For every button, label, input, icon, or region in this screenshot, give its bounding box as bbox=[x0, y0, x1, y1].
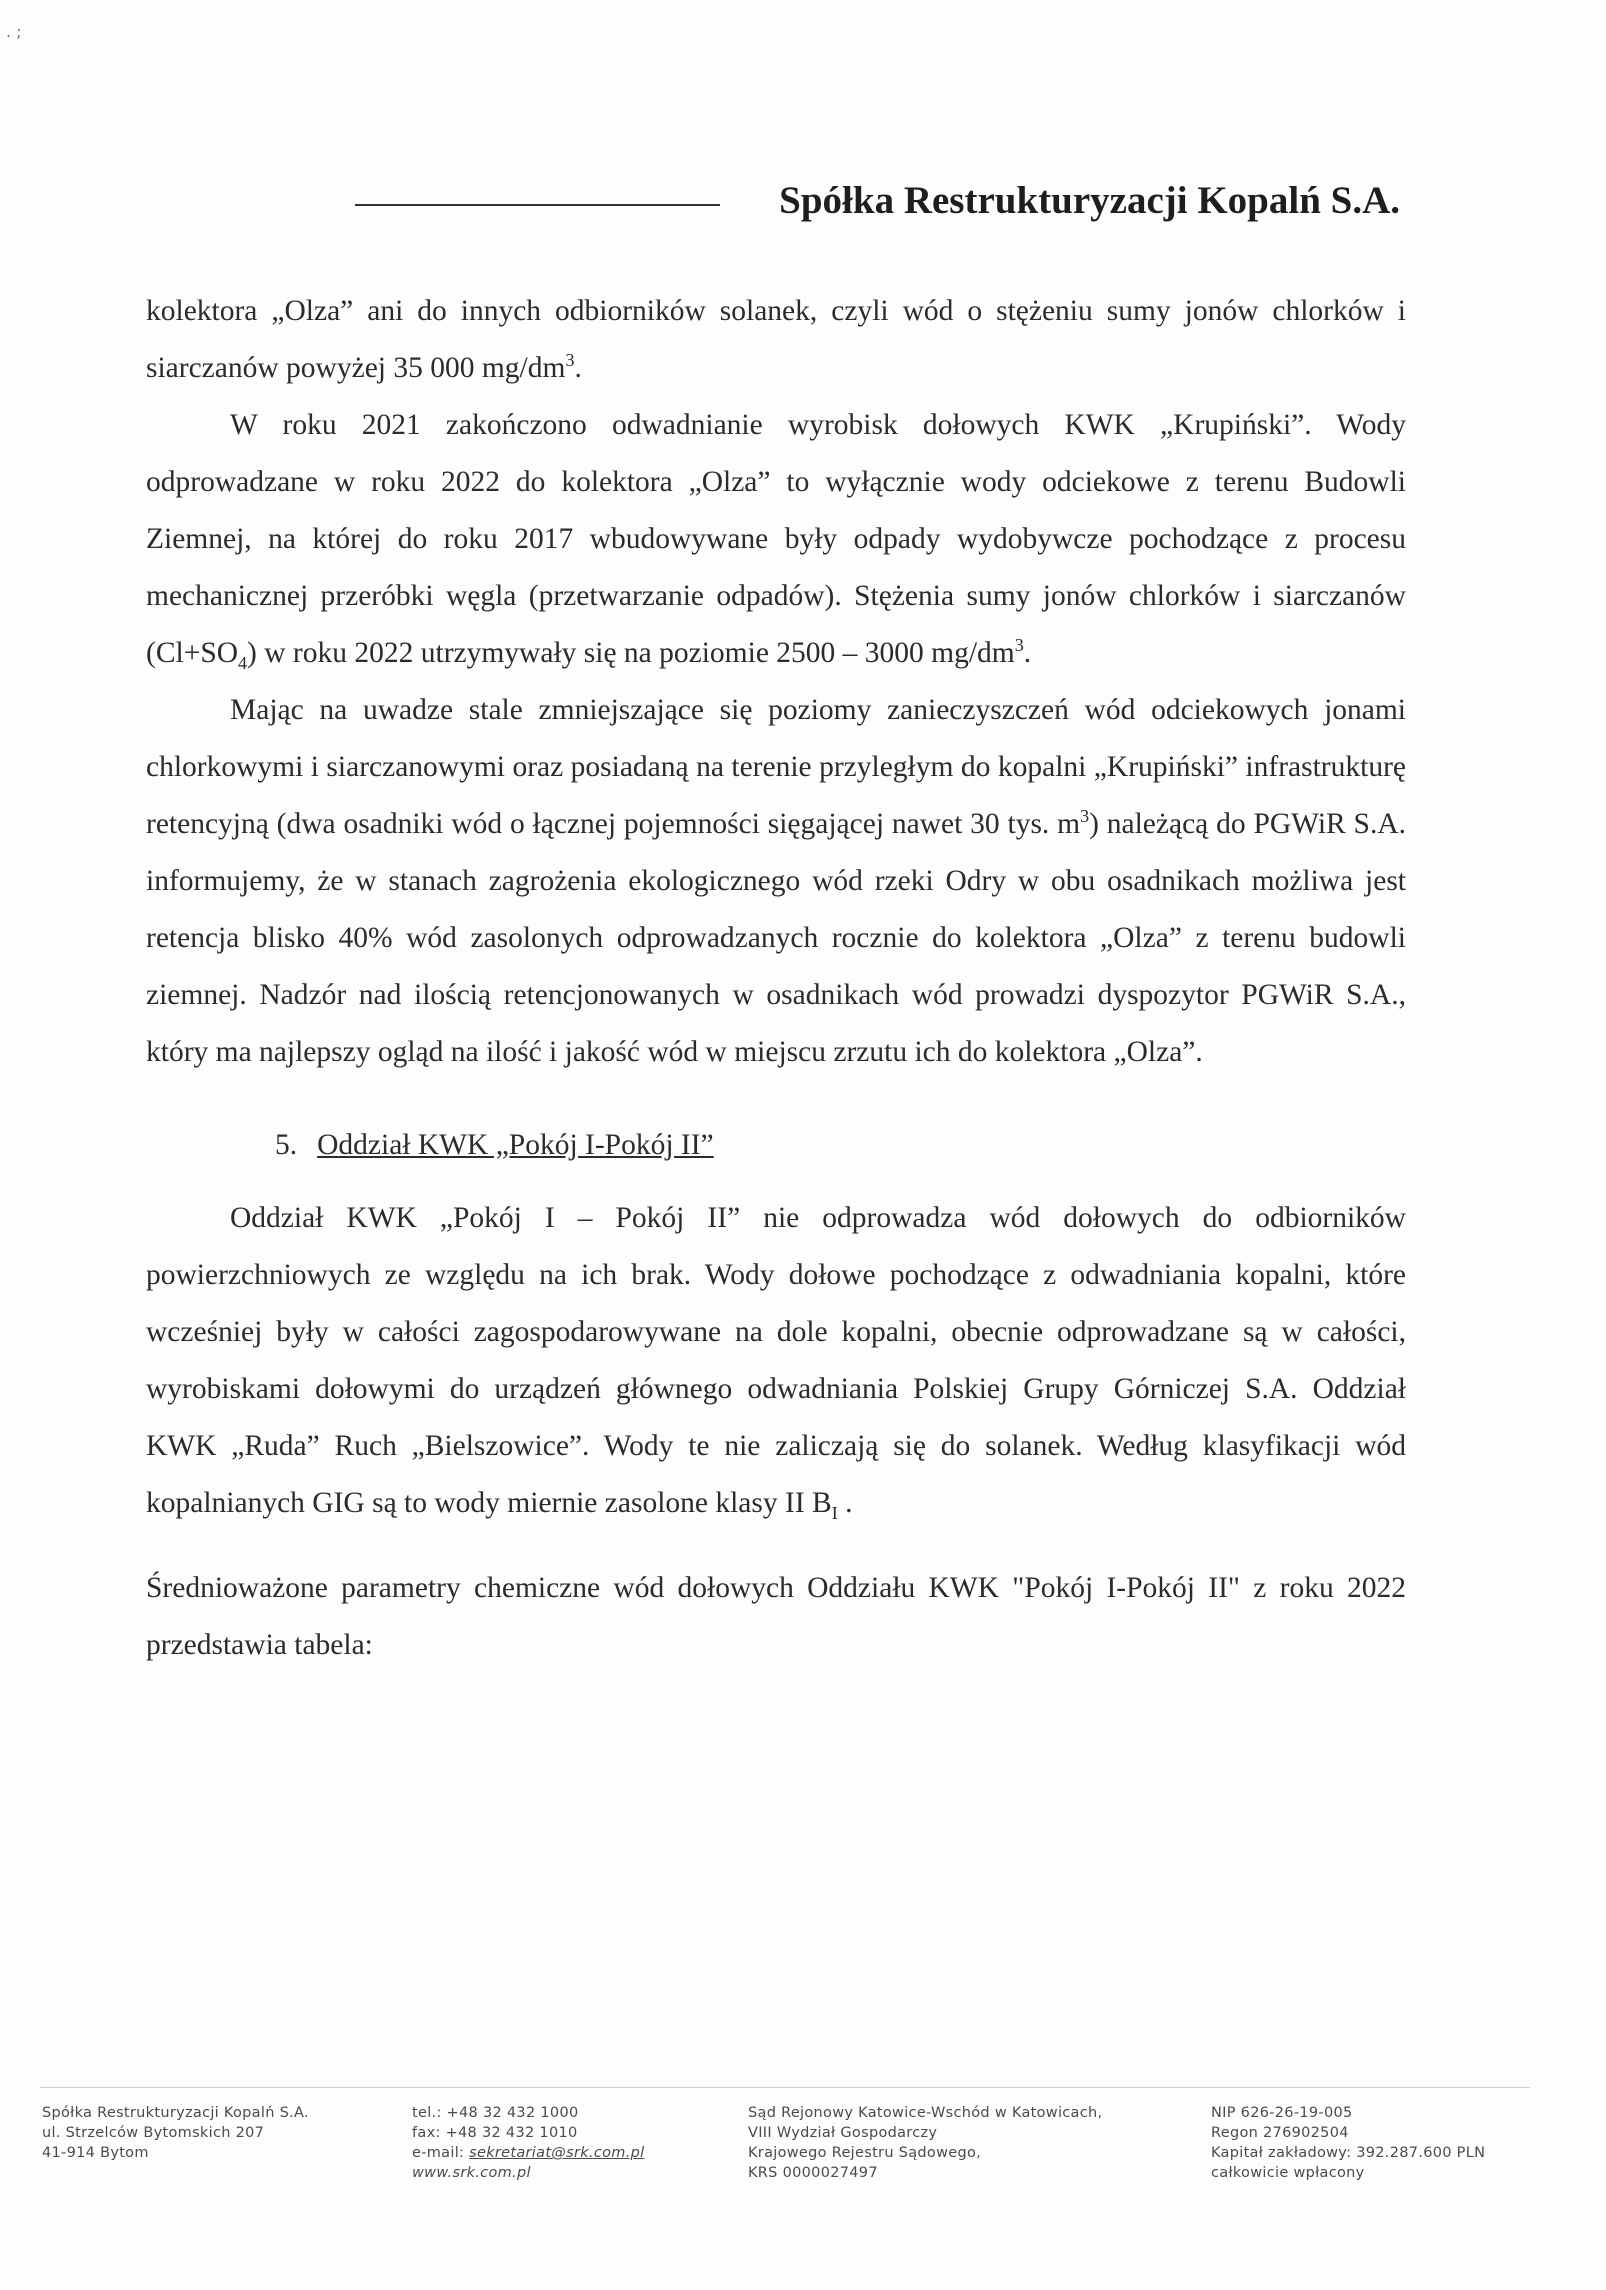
letterhead-rule bbox=[355, 204, 720, 206]
subscript: I bbox=[831, 1502, 838, 1523]
footer-tax-capital bbox=[1211, 2103, 1485, 2183]
text-run: Mając na uwadze stale zmniejszające się poziomy zanieczyszczeń wód odciekowych jonami chlorkowymi i siarczanowymi oraz posiadaną na terenie przyległym do kopalni „Krupiński” infrastrukturę retencyjną (dwa osadniki wód o łącznej pojemności sięgającej nawet 30 tys. m bbox=[146, 694, 1406, 840]
paragraph-olza-continuation bbox=[146, 283, 1406, 397]
text-run: W roku 2021 zakończono odwadnianie wyrobisk dołowych KWK „Krupiński”. Wody odprowadzane w roku 2022 do kolektora „Olza” to wyłącznie wody odciekowe z terenu Budowli Ziemnej, na której do roku 2017 wbudowywane były odpady wydobywcze pochodzące z procesu mechanicznej przeróbki węgla (przetwarzanie odpadów). Stężenia sumy jonów chlorków i siarczanów (Cl+SO bbox=[146, 409, 1406, 669]
text-run: Oddział KWK „Pokój I – Pokój II” nie odprowadza wód dołowych do odbiorników powierzchniowych ze względu na ich brak. Wody dołowe pochodzące z odwadniania kopalni, które wcześniej były w całości zagospodarowywane na dole kopalni, obecnie odprowadzane są w całości, wyrobiskami dołowymi do urządzeń głównego odwadniania Polskiej Grupy Górniczej S.A. Oddział KWK „Ruda” Ruch „Bielszowice”. Wody te nie zaliczają się do solanek. Według klasyfikacji wód kopalnianych GIG są to wody miernie zasolone klasy II B bbox=[146, 1202, 1406, 1519]
paragraph-krupinski-drainage bbox=[146, 397, 1406, 682]
footer-line: Spółka Restrukturyzacji Kopalń S.A. bbox=[42, 2105, 309, 2121]
section-title: Oddział KWK „Pokój I-Pokój II” bbox=[317, 1129, 714, 1161]
superscript: 3 bbox=[1080, 806, 1090, 827]
superscript: 3 bbox=[565, 350, 575, 371]
footer-line: NIP 626-26-19-005 bbox=[1211, 2105, 1353, 2121]
footer-line: KRS 0000027497 bbox=[748, 2165, 878, 2181]
email-label: e-mail: bbox=[412, 2145, 470, 2161]
text-run: . bbox=[837, 1487, 853, 1519]
footer-email-link[interactable]: sekretariat@srk.com.pl bbox=[469, 2145, 645, 2161]
footer-line: Krajowego Rejestru Sądowego, bbox=[748, 2145, 982, 2161]
footer-line: całkowicie wpłacony bbox=[1211, 2165, 1365, 2181]
letterhead bbox=[355, 178, 1400, 238]
text-run: . bbox=[574, 352, 582, 384]
footer-line: Sąd Rejonowy Katowice-Wschód w Katowicach, bbox=[748, 2105, 1103, 2121]
footer-website-link[interactable]: www.srk.com.pl bbox=[412, 2165, 531, 2181]
text-run: ) należącą do PGWiR S.A. informujemy, że w stanach zagrożenia ekologicznego wód rzeki Odry w obu osadnikach możliwa jest retencja blisko 40% wód zasolonych odprowadzanych rocznie do kolektora „Olza” z terenu budowli ziemnej. Nadzór nad ilością retencjonowanych w osadnikach wód prowadzi dyspozytor PGWiR S.A., który ma najlepszy ogląd na ilość i jakość wód w miejscu zrzutu ich do kolektora „Olza”. bbox=[146, 808, 1406, 1068]
footer-company-address bbox=[42, 2103, 309, 2163]
footer-email-line bbox=[412, 2143, 644, 2163]
text-run: kolektora „Olza” ani do innych odbiorników solanek, czyli wód o stężeniu sumy jonów chlorków i siarczanów powyżej 35 000 mg/dm bbox=[146, 295, 1406, 384]
section-number: 5. bbox=[275, 1129, 298, 1161]
company-name: Spółka Restrukturyzacji Kopalń S.A. bbox=[779, 179, 1400, 222]
footer-fax: fax: +48 32 432 1010 bbox=[412, 2125, 578, 2141]
text-run: . bbox=[1023, 637, 1032, 669]
scan-mark: . ; bbox=[6, 22, 22, 41]
text-run: ) w roku 2022 utrzymywały się na poziomie 2500 – 3000 mg/dm bbox=[247, 637, 1015, 669]
footer-rule bbox=[40, 2087, 1530, 2088]
footer-line: 41-914 Bytom bbox=[42, 2145, 149, 2161]
footer-phone: tel.: +48 32 432 1000 bbox=[412, 2105, 579, 2121]
paragraph-pokoj bbox=[146, 1190, 1406, 1532]
footer-line: ul. Strzelców Bytomskich 207 bbox=[42, 2125, 265, 2141]
footer-line: Regon 276902504 bbox=[1211, 2125, 1349, 2141]
footer-line: Kapitał zakładowy: 392.287.600 PLN bbox=[1211, 2145, 1486, 2161]
superscript: 3 bbox=[1014, 635, 1024, 656]
footer-contact bbox=[412, 2103, 644, 2183]
subscript: 4 bbox=[238, 652, 248, 673]
paragraph-table-intro: Średnioważone parametry chemiczne wód dołowych Oddziału KWK "Pokój I-Pokój II" z roku 2022 przedstawia tabela: bbox=[146, 1572, 1406, 1661]
paragraph-retention bbox=[146, 682, 1406, 1081]
footer-court-registry bbox=[748, 2103, 1102, 2183]
document-body bbox=[146, 283, 1406, 1674]
footer-line: VIII Wydział Gospodarczy bbox=[748, 2125, 938, 2141]
section-heading bbox=[146, 1117, 1406, 1174]
